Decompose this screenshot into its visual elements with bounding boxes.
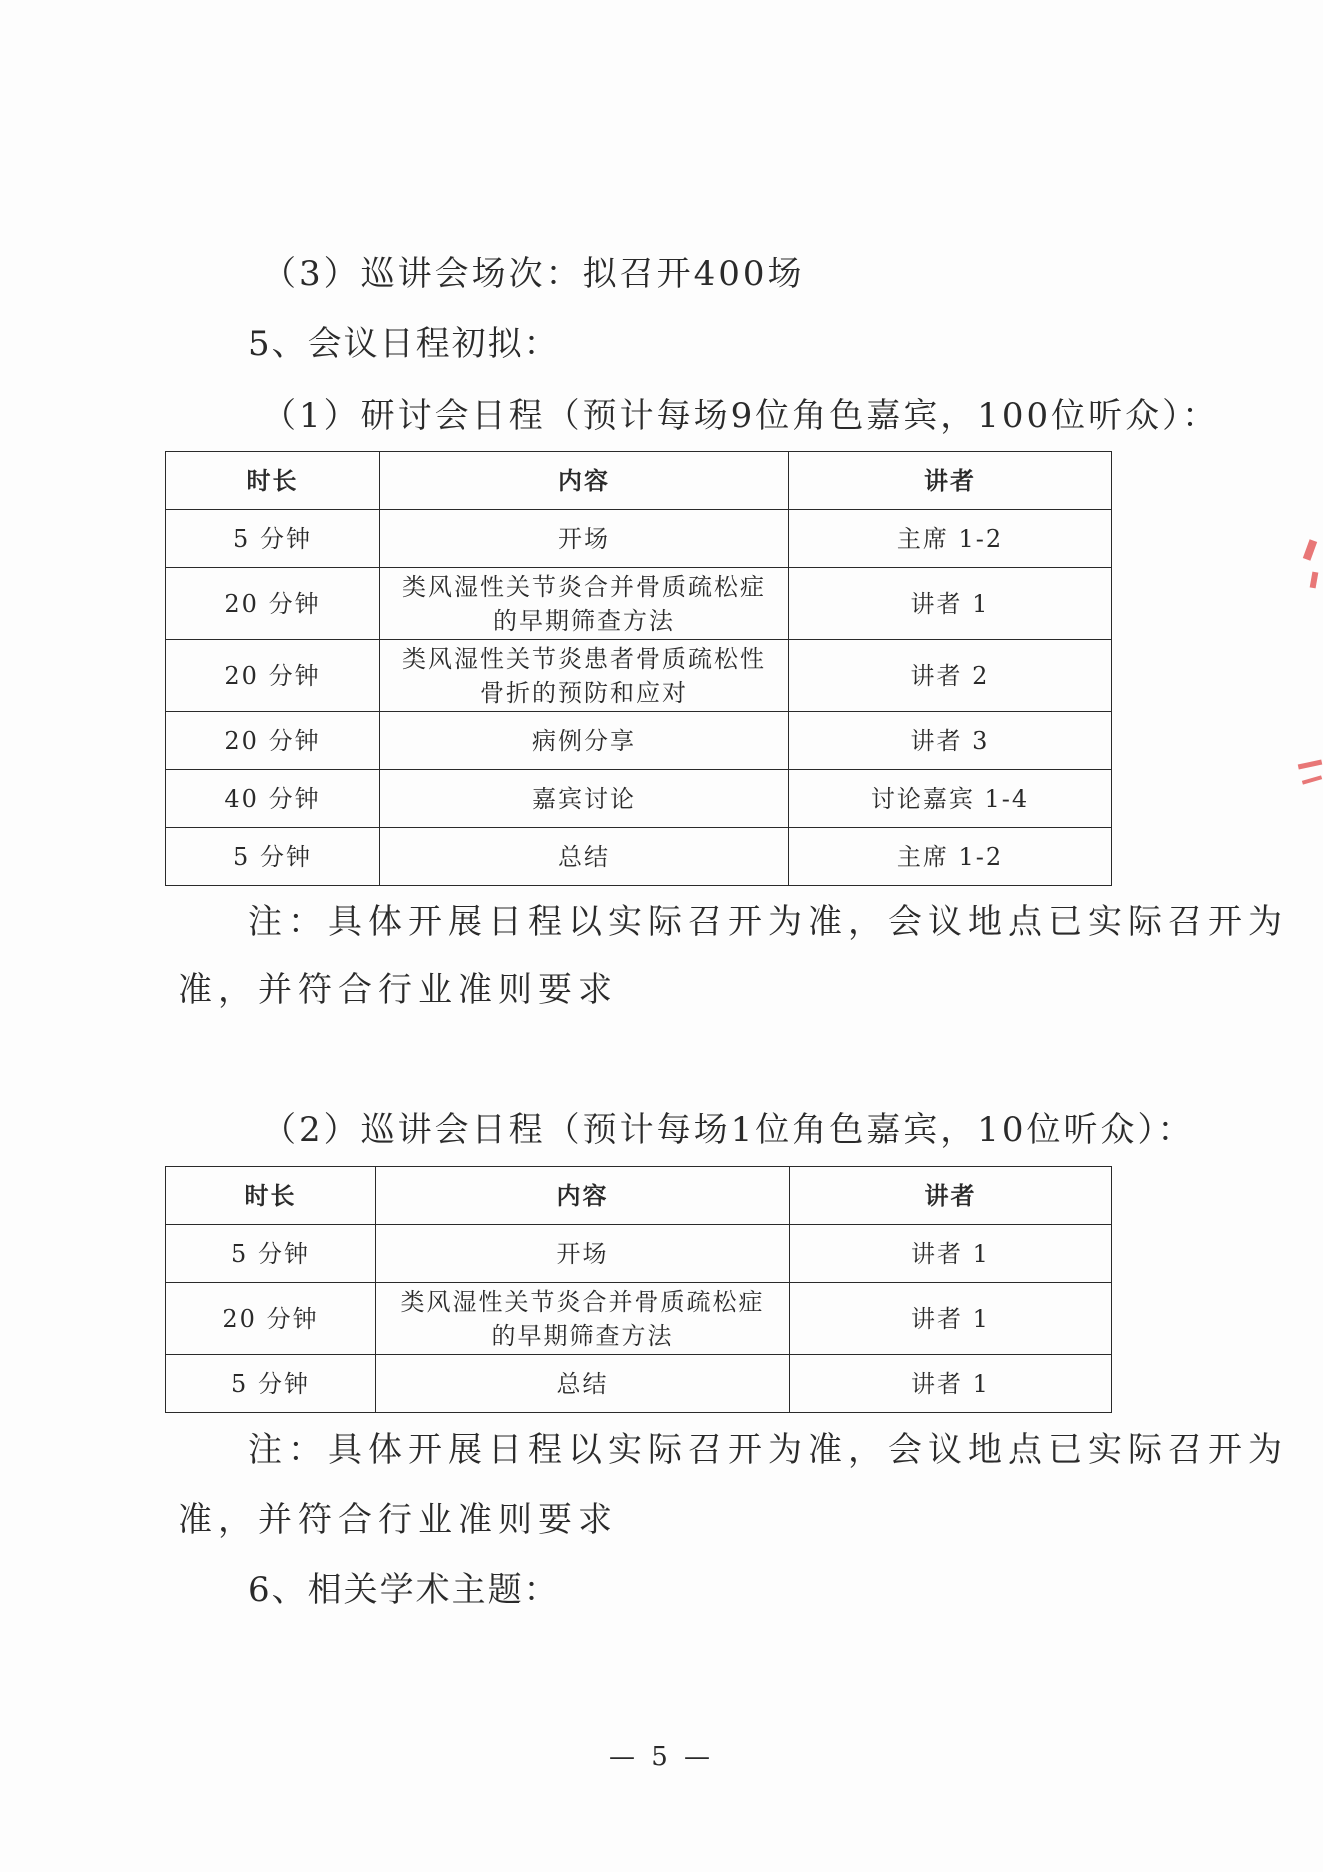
content-line: 类风湿性关节炎患者骨质疏松性 xyxy=(402,644,766,673)
speaker-cell: 讲者 1 xyxy=(790,1355,1112,1413)
duration-cell: 5 分钟 xyxy=(166,828,380,886)
content-line: 嘉宾讨论 xyxy=(532,784,636,813)
seminar-note-line-1: 注：具体开展日程以实际召开为准，会议地点已实际召开为 xyxy=(248,902,1288,942)
duration-cell: 5 分钟 xyxy=(166,510,380,568)
duration-cell: 40 分钟 xyxy=(166,770,380,828)
content-cell xyxy=(376,1355,790,1413)
content-cell xyxy=(380,828,789,886)
content-cell xyxy=(380,568,789,640)
table-row xyxy=(166,712,1112,770)
column-header-speaker: 讲者 xyxy=(790,1167,1112,1225)
tour-note-line-2: 准，并符合行业准则要求 xyxy=(178,1500,618,1540)
table-row xyxy=(166,1355,1112,1413)
speaker-cell: 讲者 3 xyxy=(789,712,1112,770)
seminar-schedule-title: （1）研讨会日程（预计每场9位角色嘉宾，100位听众）： xyxy=(262,396,1220,436)
table-row xyxy=(166,568,1112,640)
duration-cell: 5 分钟 xyxy=(166,1355,376,1413)
seal-fragment-mark xyxy=(1302,775,1322,784)
page-number: — 5 — xyxy=(608,1742,715,1772)
content-cell xyxy=(380,770,789,828)
column-header-duration: 时长 xyxy=(166,452,380,510)
content-cell xyxy=(380,712,789,770)
tour-schedule-table xyxy=(165,1166,1112,1413)
seminar-note-line-2: 准，并符合行业准则要求 xyxy=(178,970,618,1010)
content-line: 病例分享 xyxy=(532,726,636,755)
table-row xyxy=(166,828,1112,886)
table-header-row xyxy=(166,1167,1112,1225)
content-line: 类风湿性关节炎合并骨质疏松症 xyxy=(400,1287,765,1316)
speaker-cell: 讲者 1 xyxy=(790,1283,1112,1355)
content-cell xyxy=(376,1225,790,1283)
speaker-cell: 讨论嘉宾 1-4 xyxy=(789,770,1112,828)
seminar-schedule-table xyxy=(165,451,1112,886)
column-header-content: 内容 xyxy=(380,452,789,510)
column-header-content: 内容 xyxy=(376,1167,790,1225)
section-5-heading: 5、会议日程初拟： xyxy=(248,324,560,364)
table-row xyxy=(166,1225,1112,1283)
speaker-cell: 讲者 2 xyxy=(789,640,1112,712)
table-row xyxy=(166,1283,1112,1355)
tour-note-line-1: 注：具体开展日程以实际召开为准，会议地点已实际召开为 xyxy=(248,1430,1288,1470)
speaker-cell: 讲者 1 xyxy=(790,1225,1112,1283)
speaker-cell: 主席 1-2 xyxy=(789,828,1112,886)
section-6-heading: 6、相关学术主题： xyxy=(248,1570,560,1610)
content-cell xyxy=(380,510,789,568)
duration-cell: 5 分钟 xyxy=(166,1225,376,1283)
tour-schedule-title: （2）巡讲会日程（预计每场1位角色嘉宾，10位听众）： xyxy=(262,1110,1195,1150)
content-line: 开场 xyxy=(558,524,610,553)
seal-fragment-mark xyxy=(1303,539,1317,561)
table-row xyxy=(166,640,1112,712)
seal-fragment-mark xyxy=(1310,572,1319,589)
column-header-speaker: 讲者 xyxy=(789,452,1112,510)
table-row xyxy=(166,510,1112,568)
speaker-cell: 主席 1-2 xyxy=(789,510,1112,568)
item-3-sessions: （3）巡讲会场次：拟召开400场 xyxy=(262,254,805,294)
duration-cell: 20 分钟 xyxy=(166,712,380,770)
seal-fragment-mark xyxy=(1298,760,1323,770)
table-row xyxy=(166,770,1112,828)
content-line: 骨折的预防和应对 xyxy=(480,678,688,707)
speaker-cell: 讲者 1 xyxy=(789,568,1112,640)
content-line: 开场 xyxy=(556,1239,609,1268)
content-cell xyxy=(376,1283,790,1355)
content-line: 总结 xyxy=(558,842,610,871)
content-cell xyxy=(380,640,789,712)
column-header-duration: 时长 xyxy=(166,1167,376,1225)
duration-cell: 20 分钟 xyxy=(166,1283,376,1355)
table-header-row xyxy=(166,452,1112,510)
duration-cell: 20 分钟 xyxy=(166,640,380,712)
duration-cell: 20 分钟 xyxy=(166,568,380,640)
content-line: 的早期筛查方法 xyxy=(493,606,675,635)
content-line: 的早期筛查方法 xyxy=(491,1321,674,1350)
content-line: 类风湿性关节炎合并骨质疏松症 xyxy=(402,572,766,601)
content-line: 总结 xyxy=(556,1369,609,1398)
